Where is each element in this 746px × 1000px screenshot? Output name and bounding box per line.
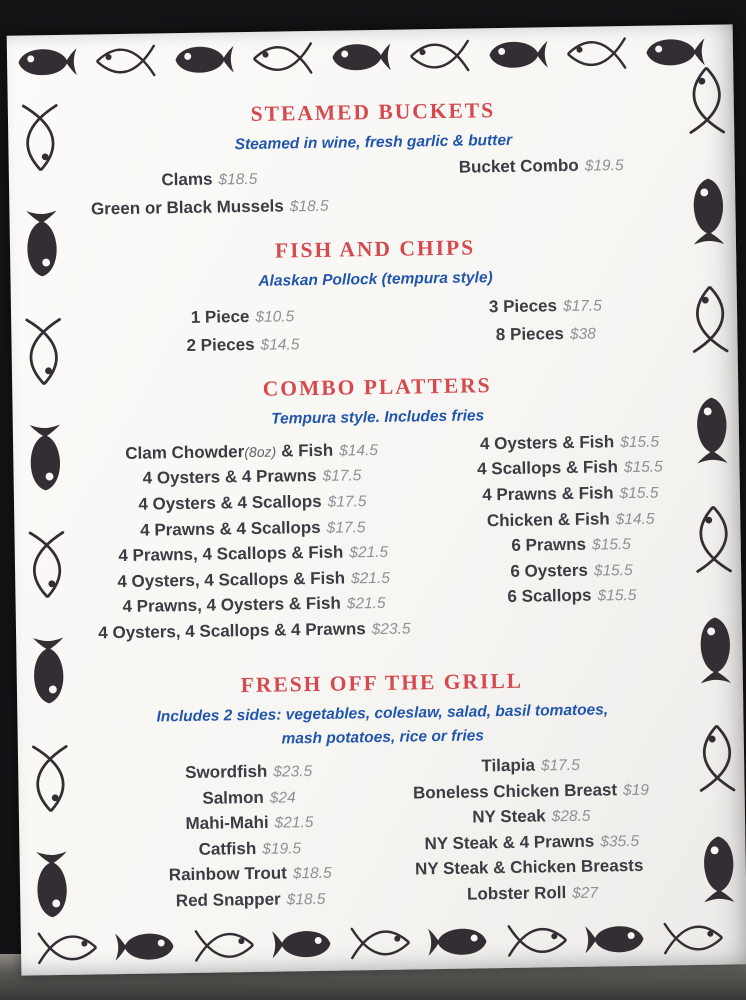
item-price: $15.5 xyxy=(597,587,637,605)
fish-outline-icon xyxy=(191,924,256,967)
item-price: $21.5 xyxy=(349,543,389,562)
item-price: $27 xyxy=(572,884,599,902)
section-title: STEAMED BUCKETS xyxy=(250,98,496,126)
item-price: $21.5 xyxy=(350,569,391,588)
item-name: Tilapia xyxy=(481,755,536,776)
fish-outline-icon xyxy=(348,922,413,965)
item-name: Swordfish xyxy=(185,761,268,783)
item-name: NY Steak xyxy=(472,806,546,827)
item-name: Salmon xyxy=(202,787,264,808)
fish-solid-icon xyxy=(15,41,80,84)
item-name: NY Steak & 4 Prawns xyxy=(424,831,595,854)
fish-solid-icon xyxy=(426,920,491,963)
item-price: $23.5 xyxy=(371,620,411,639)
menu-item xyxy=(98,616,411,646)
menu-item xyxy=(489,291,602,321)
item-name: 4 Prawns, 4 Oysters & Fish xyxy=(122,593,341,617)
section-title: COMBO PLATTERS xyxy=(262,372,492,401)
item-name: & Fish xyxy=(281,440,334,461)
item-price: $17.5 xyxy=(540,756,580,775)
item-name: 6 Prawns xyxy=(511,534,587,556)
menu-item xyxy=(480,429,659,457)
menu-item xyxy=(140,515,366,544)
menu-item xyxy=(198,836,301,863)
menu-item xyxy=(467,881,598,909)
item-price: $28.5 xyxy=(551,807,591,826)
menu-item xyxy=(169,861,332,889)
menu-item xyxy=(472,804,591,831)
item-price: $15.5 xyxy=(620,433,660,451)
menu-item xyxy=(202,785,296,812)
column-left xyxy=(54,437,452,648)
item-name: Mahi-Mahi xyxy=(185,812,269,834)
item-price: $21.5 xyxy=(274,814,314,832)
item-name: Green or Black Mussels xyxy=(90,196,284,219)
item-name: Boneless Chicken Breast xyxy=(412,779,618,803)
section-subtitle: Alaskan Pollock (tempura style) xyxy=(258,269,493,291)
fish-solid-icon xyxy=(113,925,178,968)
item-name: Lobster Roll xyxy=(466,883,567,904)
section-title: FISH AND CHIPS xyxy=(274,235,476,263)
fish-outline-icon xyxy=(661,917,726,960)
section-subtitle: Tempura style. Includes fries xyxy=(271,406,485,428)
menu-item xyxy=(138,489,366,518)
column-right xyxy=(409,151,673,211)
item-name: 4 Prawns, 4 Scallops & Fish xyxy=(118,542,344,566)
fish-outline-icon xyxy=(93,39,158,82)
item-price: $19.5 xyxy=(584,157,624,175)
item-name: Clam Chowder xyxy=(125,441,245,463)
item-name: 4 Oysters, 4 Scallops & Fish xyxy=(117,568,346,591)
item-name: 4 Oysters & 4 Scallops xyxy=(138,491,322,514)
fish-solid-icon xyxy=(582,918,647,961)
menu-item xyxy=(511,532,631,559)
menu-item xyxy=(161,165,257,195)
fish-solid-icon xyxy=(172,38,237,81)
item-price: $18.5 xyxy=(292,865,332,883)
menu-item xyxy=(191,302,295,332)
fish-outline-icon xyxy=(407,34,472,77)
item-price: $15.5 xyxy=(591,536,631,554)
item-price: $19.5 xyxy=(262,840,302,858)
column-right xyxy=(399,752,665,910)
menu-item xyxy=(125,438,378,468)
menu-item xyxy=(459,151,624,182)
column-right xyxy=(414,290,678,350)
menu-item xyxy=(185,810,313,838)
menu-item xyxy=(176,887,326,915)
section-steamed-buckets xyxy=(44,95,704,225)
item-price: $18.5 xyxy=(289,197,329,216)
item-name: 8 Pieces xyxy=(495,323,565,344)
fish-outline-icon xyxy=(250,37,315,80)
menu-item xyxy=(507,583,636,611)
item-price: $38 xyxy=(569,325,596,343)
item-name: 1 Piece xyxy=(190,306,250,327)
item-name: 3 Pieces xyxy=(488,295,558,316)
section-fish-and-chips xyxy=(46,232,706,362)
menu-item xyxy=(91,192,329,224)
item-price: $14.5 xyxy=(260,335,300,354)
item-price: $24 xyxy=(269,788,296,807)
menu-page xyxy=(7,24,746,975)
item-price: $17.5 xyxy=(327,493,367,511)
menu-item xyxy=(481,753,580,780)
menu-item xyxy=(496,319,596,349)
item-name: Red Snapper xyxy=(175,889,281,911)
item-price: $35.5 xyxy=(600,832,640,851)
menu-item xyxy=(510,558,633,586)
menu-item xyxy=(477,455,663,484)
menu-item xyxy=(143,464,362,493)
item-price: $21.5 xyxy=(346,595,386,613)
menu-item xyxy=(186,330,299,360)
section-subtitle: Steamed in wine, fresh garlic & butter xyxy=(234,131,513,154)
fish-solid-icon xyxy=(269,923,334,966)
item-name: 6 Oysters xyxy=(510,560,589,581)
menu-content xyxy=(44,95,715,917)
item-name: 4 Prawns & 4 Scallops xyxy=(140,517,321,540)
item-name: Rainbow Trout xyxy=(168,863,288,885)
fish-solid-icon xyxy=(329,36,394,79)
column-left xyxy=(12,163,408,225)
item-price: $14.5 xyxy=(339,441,379,460)
section-subtitle: Includes 2 sides: vegetables, coleslaw, salad, basil tomatoes, xyxy=(156,700,609,725)
menu-item xyxy=(185,759,312,787)
item-name: Clams xyxy=(161,169,213,190)
item-price: $17.5 xyxy=(562,296,602,315)
item-name: Catfish xyxy=(198,838,257,859)
item-price: $23.5 xyxy=(273,763,313,781)
item-name: 6 Scallops xyxy=(507,585,592,607)
menu-item xyxy=(482,481,659,509)
item-name: Chicken & Fish xyxy=(486,508,610,530)
fish-outline-icon xyxy=(564,32,629,75)
section-fresh-off-the-grill xyxy=(53,665,715,916)
item-price: $15.5 xyxy=(623,458,663,477)
column-right xyxy=(438,429,704,638)
item-name: Bucket Combo xyxy=(458,156,579,177)
fish-outline-icon xyxy=(35,926,100,969)
item-name: 4 Oysters & 4 Prawns xyxy=(142,466,317,489)
item-name: 2 Pieces xyxy=(186,334,255,355)
section-title: FRESH OFF THE GRILL xyxy=(240,668,524,697)
item-price: $17.5 xyxy=(326,518,366,537)
item-price: $15.5 xyxy=(593,561,633,580)
item-price: $17.5 xyxy=(322,467,362,486)
item-name: 4 Oysters, 4 Scallops & 4 Prawns xyxy=(98,619,366,643)
fish-border-top xyxy=(15,29,708,86)
item-price: $18.5 xyxy=(286,890,326,909)
menu-item xyxy=(424,829,639,858)
fish-border-bottom xyxy=(35,917,726,970)
item-name: 4 Scallops & Fish xyxy=(476,457,619,479)
item-price: $19 xyxy=(622,781,650,799)
menu-item xyxy=(487,506,655,534)
item-name: 4 Prawns & Fish xyxy=(482,483,614,505)
section-combo-platters xyxy=(48,369,710,647)
item-name: 4 Oysters & Fish xyxy=(479,432,615,454)
item-price: $18.5 xyxy=(218,171,258,189)
menu-item xyxy=(415,854,650,883)
item-note: (8oz) xyxy=(244,443,277,460)
item-price: $15.5 xyxy=(619,484,659,503)
column-left xyxy=(51,757,448,917)
section-subtitle-line2: mash potatoes, rice or fries xyxy=(281,727,485,748)
menu-item xyxy=(413,777,649,806)
column-left xyxy=(45,299,441,361)
item-name: NY Steak & Chicken Breasts xyxy=(414,856,644,879)
item-price: $14.5 xyxy=(615,510,655,528)
item-price: $10.5 xyxy=(255,307,295,326)
fish-solid-icon xyxy=(486,33,551,76)
fish-outline-icon xyxy=(504,919,569,962)
